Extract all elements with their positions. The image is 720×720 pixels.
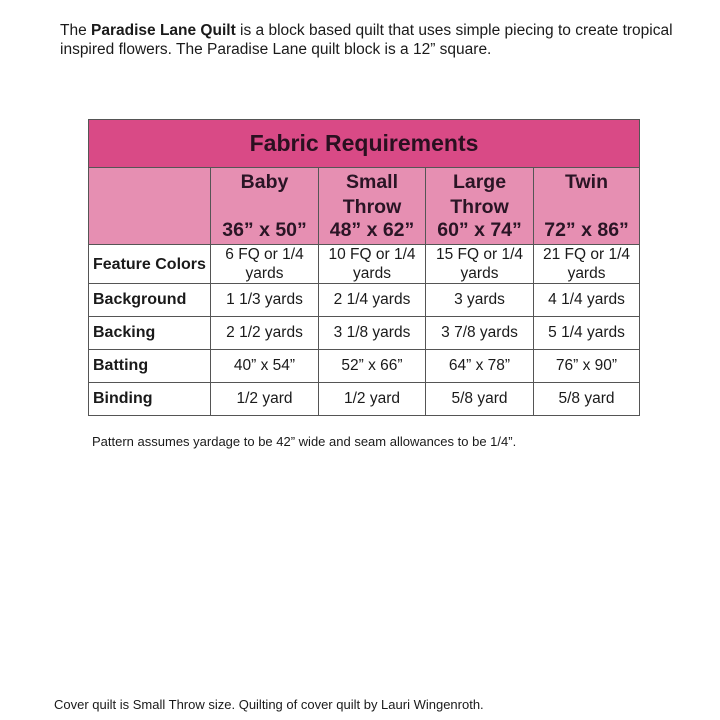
- intro-prefix: The: [60, 22, 92, 39]
- cover-note: Cover quilt is Small Throw size. Quilting of cover quilt by Lauri Wingenroth.: [54, 697, 484, 712]
- header-empty-cell: [89, 168, 211, 245]
- intro-text: is a block based quilt that uses simple piecing to create tropical inspired flowers. The Paradise Lane quilt block is a 12” square.: [60, 22, 673, 58]
- table-row: [89, 383, 640, 416]
- intro-paragraph: [60, 21, 700, 59]
- table-cell: 5/8 yard: [534, 383, 640, 416]
- table-cell: 2 1/2 yards: [211, 317, 319, 350]
- quilt-name: Paradise Lane Quilt: [91, 22, 236, 39]
- column-dimensions: 36” x 50”: [222, 219, 307, 241]
- row-label: Batting: [89, 350, 211, 383]
- table-cell: 3 7/8 yards: [426, 317, 534, 350]
- table-title: Fabric Requirements: [89, 120, 640, 168]
- table-cell: 3 yards: [426, 284, 534, 317]
- table-cell: 40” x 54”: [211, 350, 319, 383]
- table-cell: 3 1/8 yards: [319, 317, 426, 350]
- row-label: Binding: [89, 383, 211, 416]
- header-twin: [534, 168, 640, 245]
- table-cell: 15 FQ or 1/4 yards: [426, 245, 534, 284]
- table-row: [89, 284, 640, 317]
- table-cell: 6 FQ or 1/4 yards: [211, 245, 319, 284]
- column-name: Baby: [240, 171, 289, 193]
- table-cell: 1/2 yard: [211, 383, 319, 416]
- table-cell: 5/8 yard: [426, 383, 534, 416]
- column-dimensions: 48” x 62”: [329, 219, 415, 241]
- table-header-row: [89, 168, 640, 245]
- pattern-footnote: Pattern assumes yardage to be 42” wide and seam allowances to be 1/4”.: [92, 434, 517, 449]
- row-label: Feature Colors: [89, 245, 211, 284]
- table-cell: 5 1/4 yards: [534, 317, 640, 350]
- table-row: [89, 317, 640, 350]
- column-name: Twin: [565, 171, 608, 193]
- header-large-throw: [426, 168, 534, 245]
- header-baby: [211, 168, 319, 245]
- table-cell: 76” x 90”: [534, 350, 640, 383]
- table-row: [89, 245, 640, 284]
- table-cell: 21 FQ or 1/4 yards: [534, 245, 640, 284]
- row-label: Background: [89, 284, 211, 317]
- table-cell: 52” x 66”: [319, 350, 426, 383]
- table-cell: 2 1/4 yards: [319, 284, 426, 317]
- table-cell: 64” x 78”: [426, 350, 534, 383]
- row-label: Backing: [89, 317, 211, 350]
- column-dimensions: 60” x 74”: [437, 219, 522, 241]
- column-name: Large Throw: [450, 171, 509, 218]
- table-cell: 10 FQ or 1/4 yards: [319, 245, 426, 284]
- table-row: [89, 350, 640, 383]
- fabric-requirements-table: [88, 119, 640, 416]
- column-dimensions: 72” x 86”: [544, 219, 629, 241]
- table-title-row: [89, 120, 640, 168]
- table-cell: 1 1/3 yards: [211, 284, 319, 317]
- header-small-throw: [319, 168, 426, 245]
- table-cell: 1/2 yard: [319, 383, 426, 416]
- table-cell: 4 1/4 yards: [534, 284, 640, 317]
- column-name: Small Throw: [342, 171, 402, 218]
